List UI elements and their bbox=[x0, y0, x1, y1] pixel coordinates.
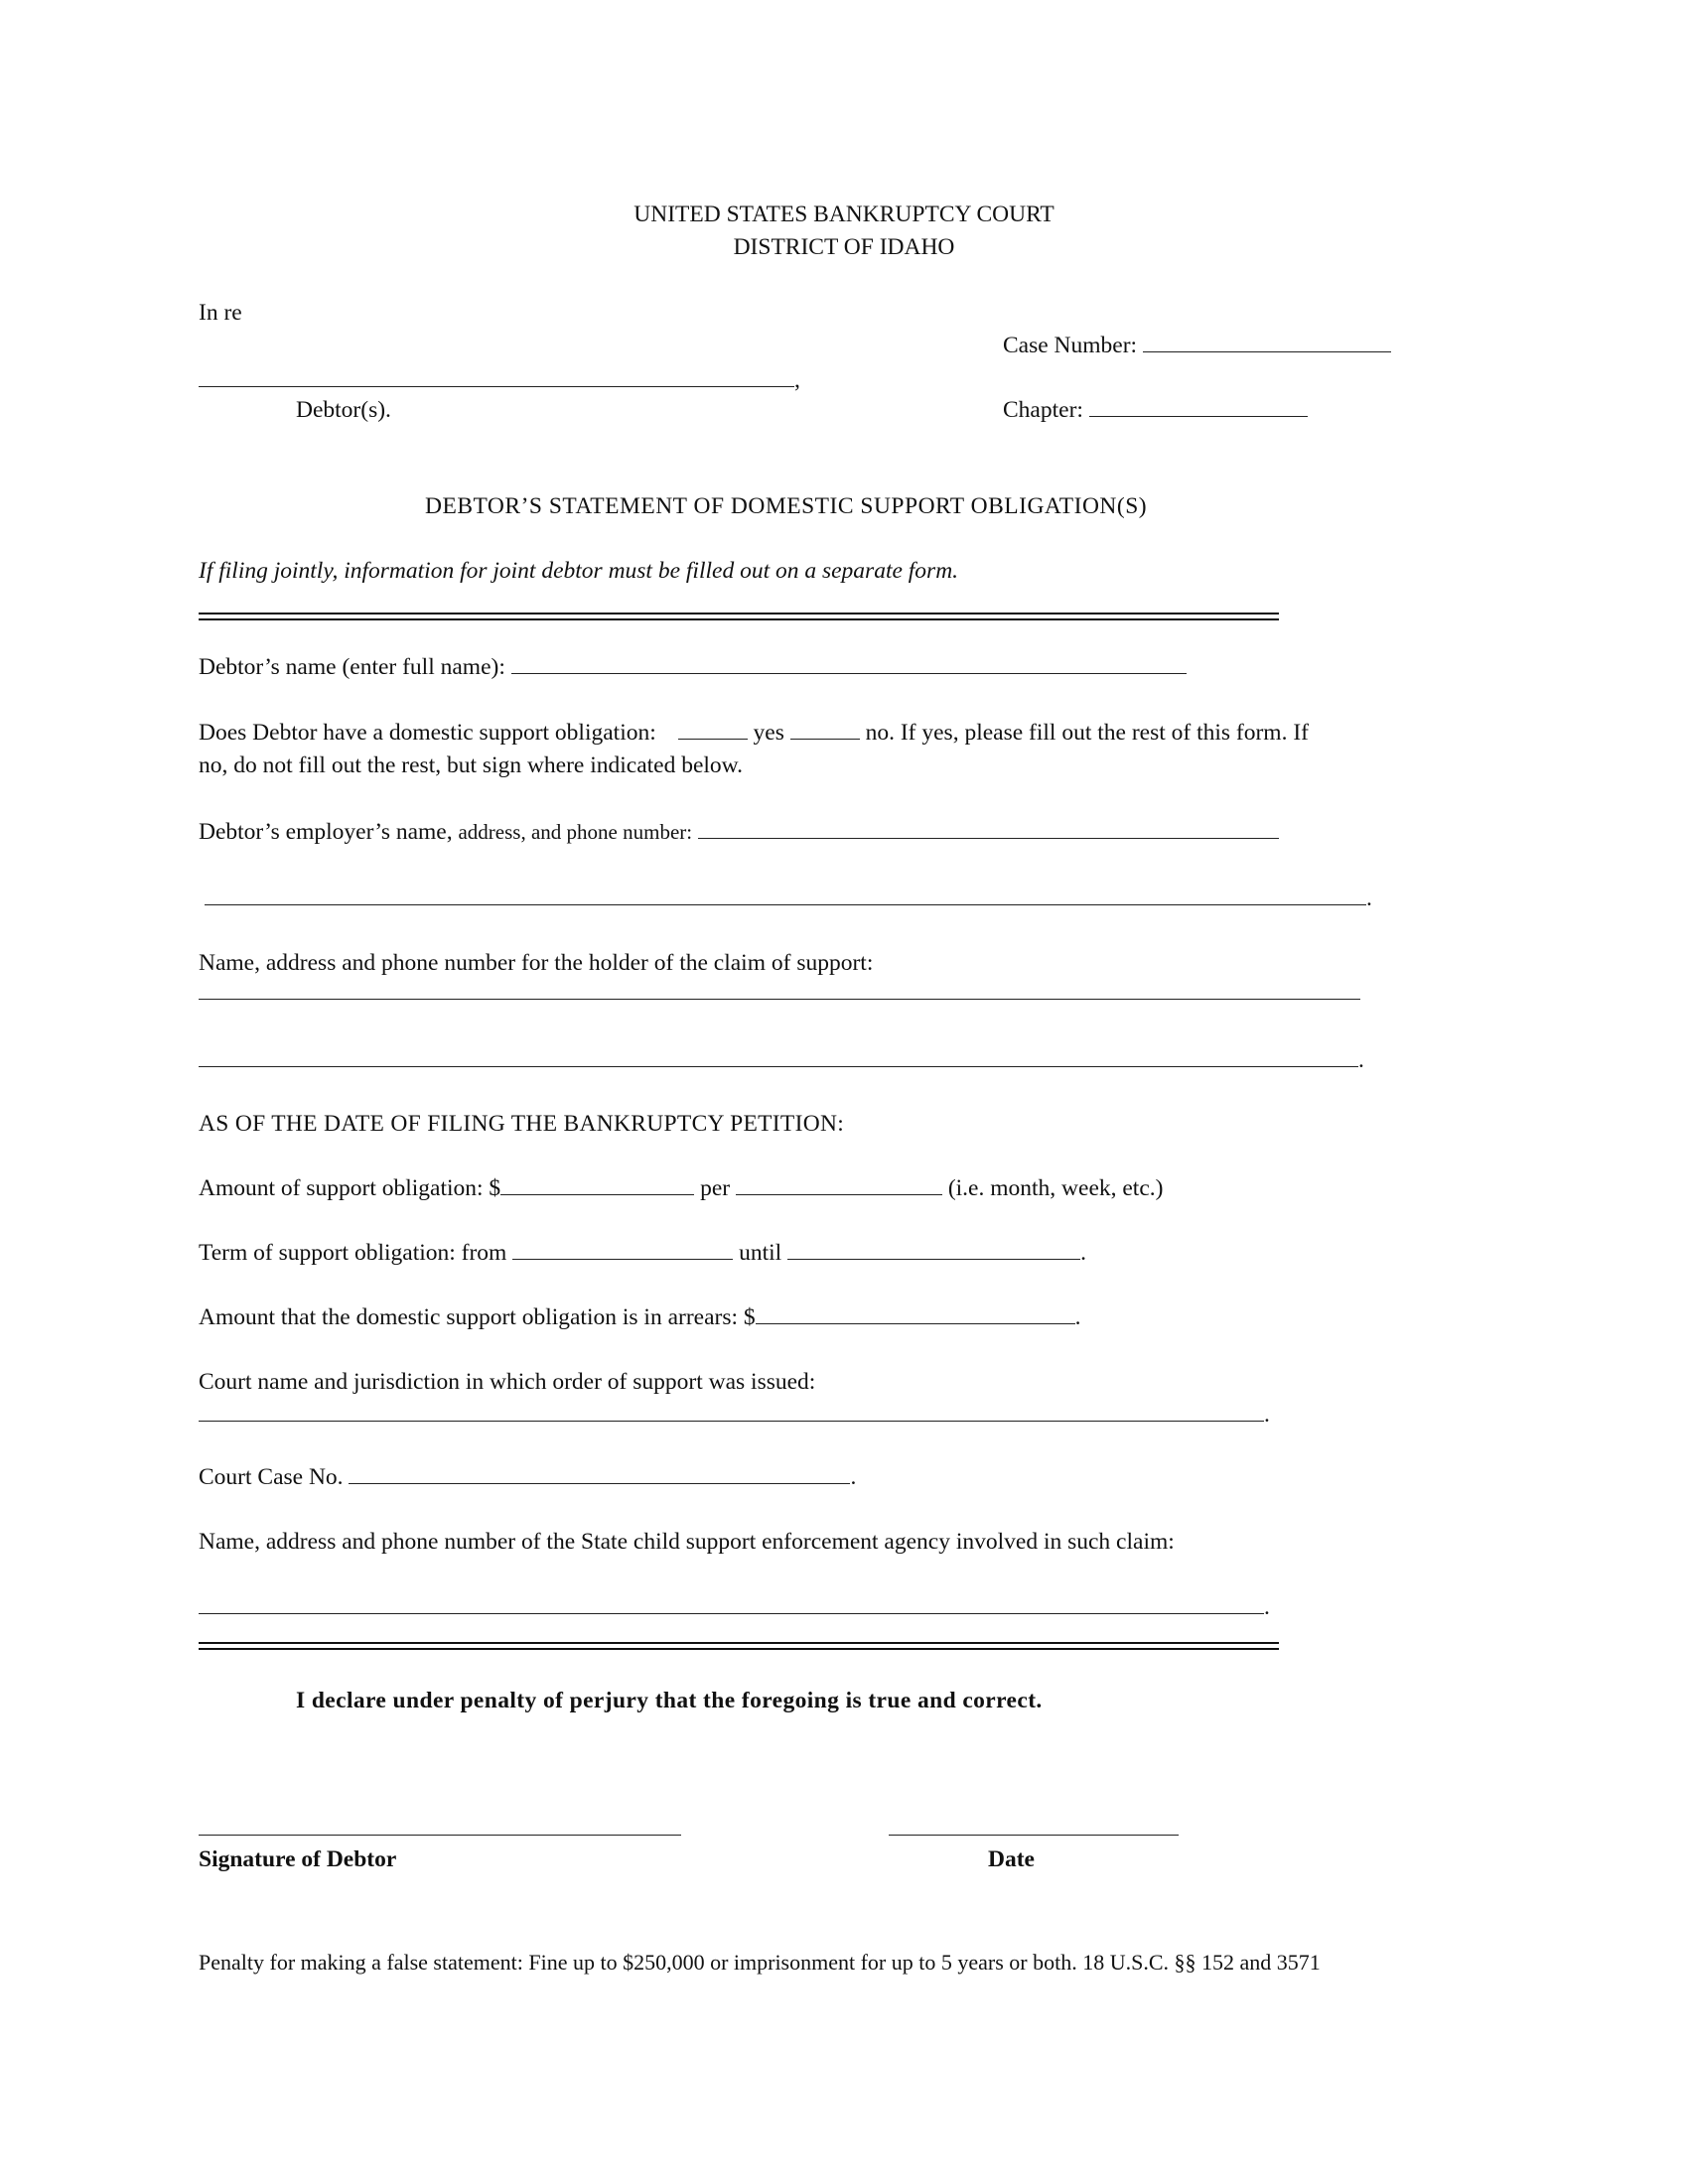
case-no-label: Court Case No. bbox=[199, 1464, 344, 1490]
case-number-field[interactable] bbox=[1143, 332, 1391, 352]
chapter-field[interactable] bbox=[1089, 396, 1308, 417]
debtor-name-row bbox=[199, 652, 1187, 682]
dso-no-label: no. If yes, please fill out the rest of this form. If bbox=[865, 720, 1309, 746]
case-number-row bbox=[1003, 331, 1391, 360]
agency-period: . bbox=[1264, 1594, 1270, 1620]
date-label: Date bbox=[988, 1846, 1035, 1872]
per-field[interactable] bbox=[736, 1174, 942, 1195]
term-period: . bbox=[1080, 1240, 1086, 1266]
arrears-row bbox=[199, 1302, 1081, 1332]
declaration-text: I declare under penalty of perjury that the foregoing is true and correct. bbox=[296, 1688, 1043, 1713]
arrears-field[interactable] bbox=[756, 1303, 1075, 1324]
court-field-row bbox=[199, 1400, 1270, 1430]
employer-line2-period: . bbox=[1366, 886, 1372, 911]
date-line[interactable] bbox=[889, 1835, 1179, 1836]
section-divider-top bbox=[199, 613, 1279, 620]
dso-question-row bbox=[199, 718, 1309, 748]
dso-no-field[interactable] bbox=[790, 719, 860, 740]
case-number-label: Case Number: bbox=[1003, 333, 1138, 358]
court-label: Court name and jurisdiction in which order of support was issued: bbox=[199, 1369, 816, 1395]
signature-line[interactable] bbox=[199, 1835, 681, 1836]
term-until-label: until bbox=[739, 1240, 782, 1266]
form-title: DEBTOR’S STATEMENT OF DOMESTIC SUPPORT OBLIGATION(S) bbox=[425, 493, 1148, 519]
amount-row bbox=[199, 1173, 1163, 1203]
holder-line2-period: . bbox=[1358, 1047, 1364, 1073]
joint-filing-instruction: If filing jointly, information for joint debtor must be filled out on a separate form. bbox=[199, 558, 959, 584]
debtor-name-label: Debtor’s name (enter full name): bbox=[199, 654, 505, 680]
holder-line2-row bbox=[199, 1045, 1364, 1075]
employer-line2-row bbox=[205, 884, 1372, 913]
holder-label: Name, address and phone number for the holder of the claim of support: bbox=[199, 950, 874, 976]
debtor-caption-comma: , bbox=[794, 367, 800, 393]
per-hint: (i.e. month, week, etc.) bbox=[947, 1175, 1164, 1201]
signature-label: Signature of Debtor bbox=[199, 1846, 397, 1872]
section-divider-bottom bbox=[199, 1642, 1279, 1650]
arrears-period: . bbox=[1074, 1304, 1081, 1330]
amount-field[interactable] bbox=[500, 1174, 694, 1195]
amount-label: Amount of support obligation: $ bbox=[199, 1175, 501, 1201]
dso-question-label: Does Debtor have a domestic support obligation: bbox=[199, 720, 656, 746]
filing-heading: AS OF THE DATE OF FILING THE BANKRUPTCY PETITION: bbox=[199, 1111, 845, 1137]
dso-yes-label: yes bbox=[753, 720, 784, 746]
court-period: . bbox=[1264, 1402, 1270, 1428]
penalty-notice: Penalty for making a false statement: Fine up to $250,000 or imprisonment for up to 5 years or both. 18 U.S.C. §§ 152 and 3571 bbox=[199, 1950, 1321, 1975]
term-from-label: Term of support obligation: from bbox=[199, 1240, 507, 1266]
employer-field-line2[interactable] bbox=[205, 885, 1366, 905]
dso-yes-field[interactable] bbox=[678, 719, 748, 740]
term-from-field[interactable] bbox=[512, 1239, 733, 1260]
debtor-name-field[interactable] bbox=[511, 653, 1187, 674]
agency-field-row bbox=[199, 1592, 1270, 1622]
employer-label-a: Debtor’s employer’s name, bbox=[199, 819, 453, 845]
arrears-label: Amount that the domestic support obligation is in arrears: $ bbox=[199, 1304, 756, 1330]
employer-label-b: address, and phone number: bbox=[458, 820, 693, 844]
district-name: DISTRICT OF IDAHO bbox=[733, 234, 955, 260]
case-no-period: . bbox=[850, 1464, 857, 1490]
in-re-label: In re bbox=[199, 300, 242, 326]
chapter-label: Chapter: bbox=[1003, 397, 1083, 423]
case-no-row bbox=[199, 1462, 856, 1492]
debtor-caption-row bbox=[199, 365, 800, 395]
court-name: UNITED STATES BANKRUPTCY COURT bbox=[633, 202, 1055, 227]
debtor-label: Debtor(s). bbox=[296, 397, 391, 423]
employer-field-line1[interactable] bbox=[698, 818, 1279, 839]
holder-field-line1[interactable] bbox=[199, 999, 1360, 1000]
debtor-caption-field[interactable] bbox=[199, 366, 794, 387]
term-until-field[interactable] bbox=[787, 1239, 1080, 1260]
dso-question-line2: no, do not fill out the rest, but sign where indicated below. bbox=[199, 752, 744, 778]
holder-field-line2[interactable] bbox=[199, 1046, 1358, 1067]
court-field[interactable] bbox=[199, 1401, 1264, 1422]
per-label: per bbox=[700, 1175, 731, 1201]
case-no-field[interactable] bbox=[349, 1463, 850, 1484]
agency-field[interactable] bbox=[199, 1593, 1264, 1614]
term-row bbox=[199, 1238, 1086, 1268]
employer-row bbox=[199, 817, 1279, 847]
agency-label: Name, address and phone number of the State child support enforcement agency involved in such claim: bbox=[199, 1529, 1175, 1555]
chapter-row bbox=[1003, 395, 1308, 425]
